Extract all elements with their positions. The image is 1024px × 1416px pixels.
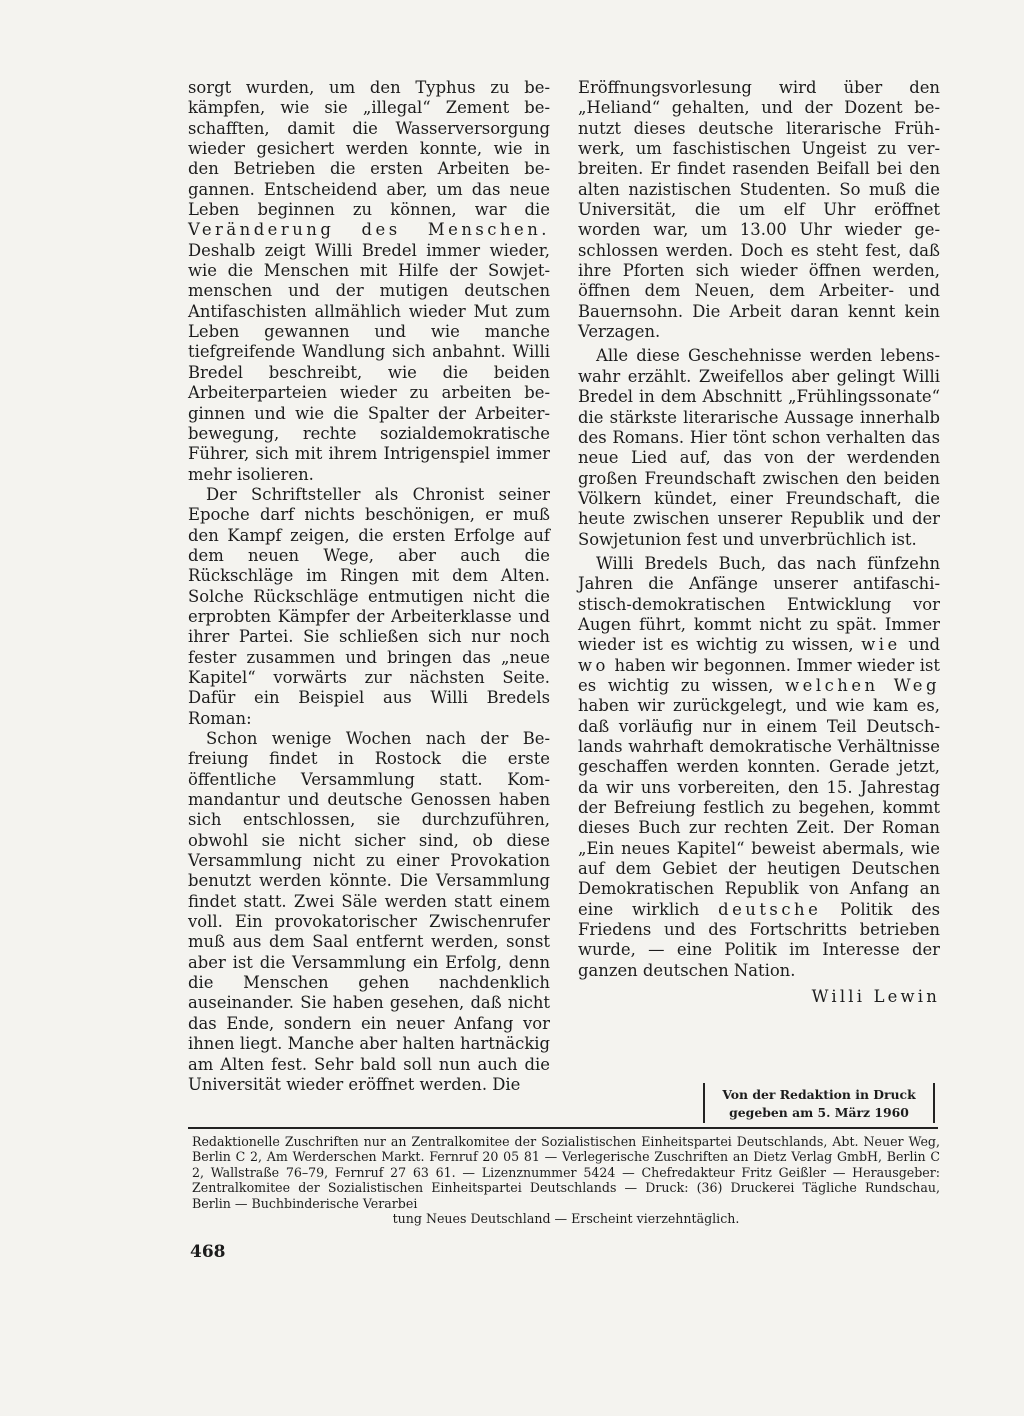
footer-text: Redaktionelle Zuschriften nur an Zentralkomitee der Sozialistischen Einheitspartei Deutschlands, Abt. Neuer Weg, Berlin C 2, Am Werderschen Markt. Fernruf 20 05 81 — Verlegerische Zuschriften an Dietz Verlag GmbH, Berlin C 2, Wallstraße 76–79, Fernruf 27 63 61. — Lizenznummer 5424 — Chefredakteur Fritz Geißler — Herausgeber: Zentralkomitee der Sozialistischen Einheitspartei Deutschlands — Druck: (36) Druckerei Tägliche Rundschau, Berlin — Buchbinderische Verarbei bbox=[192, 1134, 940, 1211]
paragraph: Eröffnungsvorlesung wird über den „Heliand“ gehalten, und der Dozent benutzt dieses deutsche literarische Frühwerk, um faschistischen Ungeist zu verbreiten. Er findet rasenden Beifall bei den alten nazistischen Studenten. So muß die Universität, die um elf Uhr eröffnet worden war, um 13.00 Uhr wieder geschlossen werden. Doch es steht fest, daß ihre Pforten sich wieder öffnen werden, öffnen dem Neuen, dem Arbeiter- und Bauernsohn. Die Arbeit daran kennt kein Verzagen. bbox=[578, 78, 940, 342]
paragraph: Der Schriftsteller als Chronist seiner Epoche darf nichts beschönigen, er muß den Kampf zeigen, die ersten Erfolge auf dem neuen Wege, aber auch die Rückschläge im Ringen mit dem Alten. Solche Rückschläge entmutigen nicht die erprobten Kämpfer der Arbeiterklasse und ihrer Partei. Sie schließen sich nur noch fester zusammen und bringen das „neue Kapitel“ vorwärts zur nächsten Seite. Dafür ein Beispiel aus Willi Bredels Roman: bbox=[188, 484, 550, 728]
publisher-footer bbox=[192, 1134, 940, 1226]
paragraph bbox=[578, 554, 940, 981]
paragraph bbox=[188, 78, 550, 485]
spaced-emphasis: deutsche bbox=[718, 899, 822, 919]
imprint-line: Von der Redaktion in Druck bbox=[722, 1087, 916, 1102]
paragraph-text: sorgt wurden, um den Typhus zu bekämpfen, wie sie „illegal“ Zement beschafften, damit die Wasserversorgung wieder gesichert werden konnte, wie in den Betrieben die ersten Arbeiten begannen. Entscheidend aber, um das neue Leben beginnen zu können, war die bbox=[188, 78, 550, 220]
spaced-emphasis: Veränderung des Menschen. bbox=[188, 220, 550, 240]
imprint-line: gegeben am 5. März 1960 bbox=[729, 1105, 909, 1120]
spaced-emphasis: welchen Weg bbox=[785, 675, 940, 695]
right-column bbox=[578, 78, 940, 1007]
paragraph: Schon wenige Wochen nach der Befreiung findet in Rostock die erste öffentliche Versammlung statt. Kommandantur und deutsche Genossen haben sich entschlossen, sie durchzuführen, obwohl sie nicht sicher sind, ob diese Versammlung nicht zu einer Provokation benutzt werden könnte. Die Versammlung findet statt. Zwei Säle werden statt einem voll. Ein provokatorischer Zwischenrufer muß aus dem Saal entfernt werden, sonst aber ist die Versammlung ein Erfolg, denn die Menschen gehen nachdenklich auseinander. Sie haben gesehen, daß nicht das Ende, sondern ein neuer Anfang vor ihnen liegt. Manche aber halten hartnäckig am Alten fest. Sehr bald soll nun auch die Universität wieder eröffnet werden. Die bbox=[188, 729, 550, 1094]
spaced-emphasis: wie bbox=[861, 635, 901, 655]
left-column bbox=[188, 78, 550, 1095]
paragraph-text: haben wir zurückgelegt, und wie kam es, daß vorläufig nur in einem Teil Deutschlands wahrhaft demokratische Verhältnisse geschaffen werden konnten. Gerade jetzt, da wir uns vorbereiten, den 15. Jahrestag der Befreiung festlich zu begehen, kommt dieses Buch zur rechten Zeit. Der Roman „Ein neues Kapitel“ beweist abermals, wie auf dem Gebiet der heutigen Deutschen Demokratischen Republik von Anfang an eine wirklich bbox=[578, 696, 940, 919]
paragraph-text: Deshalb zeigt Willi Bredel immer wieder, wie die Menschen mit Hilfe der Sowjetmenschen und der mutigen deutschen Antifaschisten allmählich wieder Mut zum Leben gewannen und wie manche tiefgreifende Wandlung sich anbahnt. Willi Bredel beschreibt, wie die beiden Arbeiterparteien wieder zu arbeiten beginnen und wie die Spalter der Arbeiterbewegung, rechte sozialdemokratische Führer, sich mit ihrem Intrigenspiel immer mehr isolieren. bbox=[188, 240, 550, 484]
author-signature: Willi Lewin bbox=[811, 987, 940, 1007]
paragraph-text: Politik des Friedens und des Fortschritts betrieben wurde, — eine Politik im Interesse der ganzen deutschen Nation. bbox=[578, 899, 940, 980]
footer-divider bbox=[188, 1127, 938, 1129]
spaced-emphasis: wo bbox=[578, 655, 609, 675]
footer-last-line: tung Neues Deutschland — Erscheint vierzehntäglich. bbox=[392, 1211, 740, 1227]
imprint-box bbox=[703, 1083, 935, 1123]
paragraph: Alle diese Geschehnisse werden lebenswahr erzählt. Zweifellos aber gelingt Willi Bredel in dem Abschnitt „Frühlingssonate“ die stärkste literarische Aussage innerhalb des Romans. Hier tönt schon verhalten das neue Lied auf, das von der werdenden großen Freundschaft zwischen den beiden Völkern kündet, einer Freundschaft, die heute zwischen unserer Republik und der Sowjetunion fest und unverbrüchlich ist. bbox=[578, 346, 940, 549]
paragraph-text: haben wir begonnen. Immer wieder ist es wichtig zu wissen, bbox=[578, 655, 940, 695]
page-number: 468 bbox=[190, 1242, 226, 1262]
paragraph-text: und bbox=[908, 635, 940, 655]
paragraph-text: Willi Bredels Buch, das nach fünfzehn Jahren die Anfänge unserer antifaschistisch-demokratischen Entwicklung vor Augen führt, kommt nicht zu spät. Immer wieder ist es wichtig zu wissen, bbox=[578, 553, 940, 655]
